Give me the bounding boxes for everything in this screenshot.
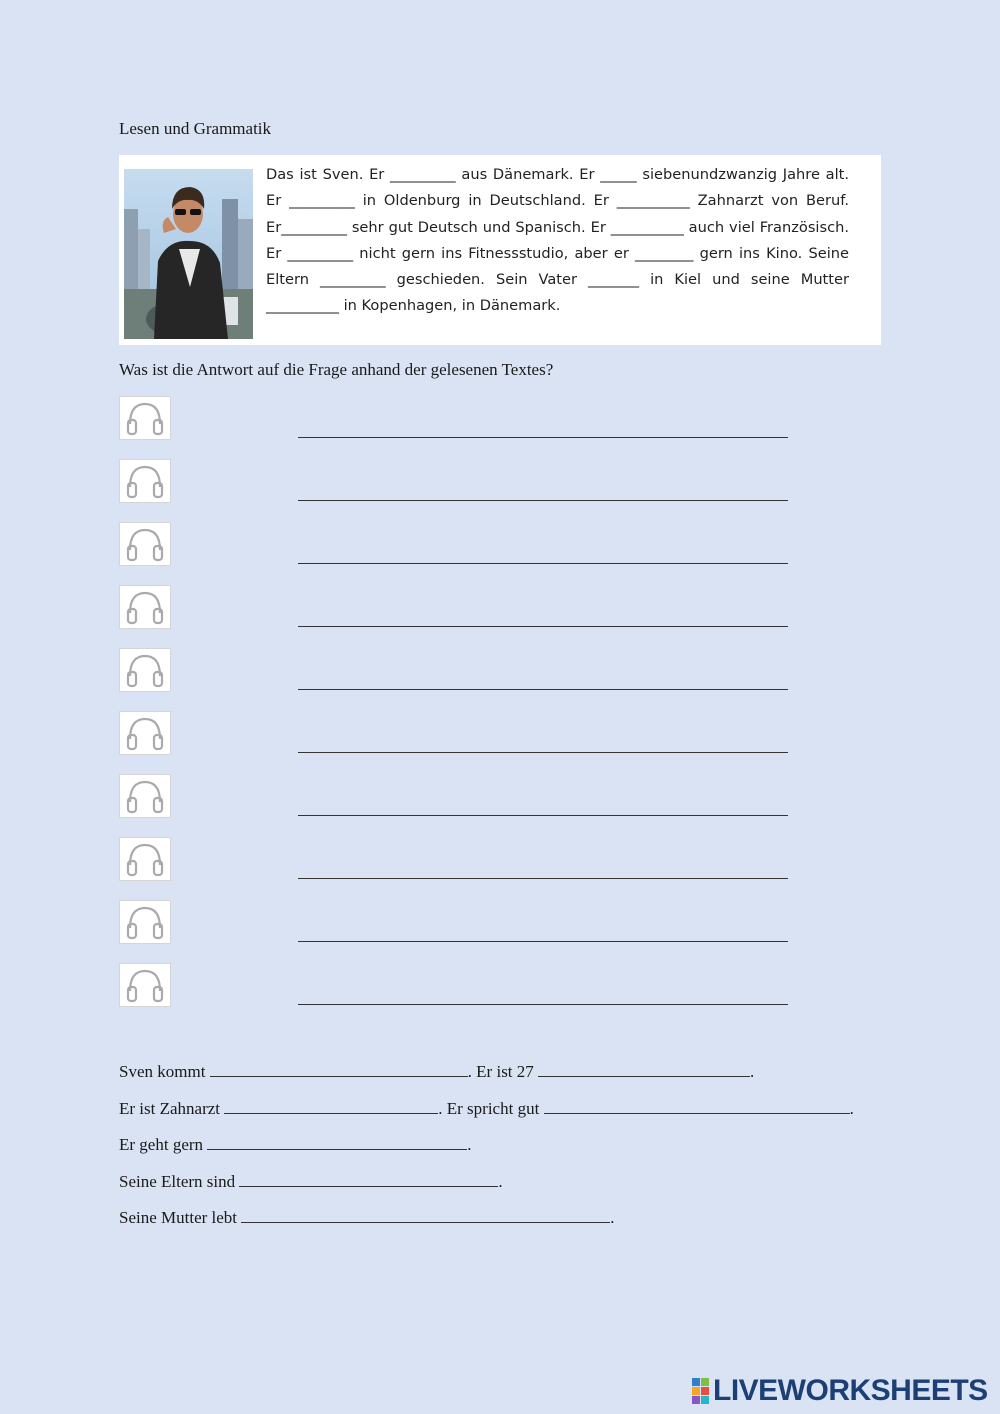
sentence-text: . Er spricht gut <box>438 1098 544 1118</box>
sentence-row <box>119 1097 854 1134</box>
listening-answer-row <box>119 963 819 1007</box>
listening-answer-row <box>119 774 819 818</box>
liveworksheets-logo <box>692 1374 988 1408</box>
sentence-text: . <box>467 1135 472 1154</box>
sentence-completion-list <box>119 1060 854 1243</box>
sentence-text: Seine Eltern sind <box>119 1171 240 1191</box>
headphones-icon[interactable] <box>119 900 171 944</box>
sven-photo <box>124 169 253 339</box>
fill-in-blank[interactable] <box>224 1098 438 1114</box>
headphones-icon[interactable] <box>119 585 171 629</box>
sentence-text: . <box>849 1098 854 1118</box>
logo-mark-square <box>701 1387 709 1395</box>
listening-answer-row <box>119 459 819 503</box>
answer-input-line[interactable] <box>298 563 788 564</box>
answer-input-line[interactable] <box>298 878 788 879</box>
sentence-row <box>119 1206 854 1243</box>
sentence-text: . <box>750 1062 755 1081</box>
fill-in-blank[interactable] <box>538 1061 750 1077</box>
answer-input-line[interactable] <box>298 500 788 501</box>
listening-answer-row <box>119 522 819 566</box>
listening-answer-row <box>119 585 819 629</box>
headphones-icon[interactable] <box>119 522 171 566</box>
answer-input-line[interactable] <box>298 815 788 816</box>
listening-answer-row <box>119 396 819 440</box>
sentence-text: . Er ist 27 <box>467 1062 539 1081</box>
answer-input-line[interactable] <box>298 1004 788 1005</box>
sentence-text: . <box>610 1208 615 1227</box>
sentence-text: Sven kommt <box>119 1062 210 1081</box>
listening-answer-row <box>119 837 819 881</box>
fill-in-blank[interactable] <box>239 1171 498 1187</box>
logo-text: LIVEWORKSHEETS <box>713 1374 988 1407</box>
sentence-text: Er ist Zahnarzt <box>119 1098 225 1118</box>
reading-passage-text: Das ist Sven. Er _________ aus Dänemark. Er _____ siebenundzwanzig Jahre alt. Er _________ in Oldenburg in Deutschland. Er __________ Zahnarzt von Beruf. Er_________ sehr gut Deutsch und Spanisch. Er __________ auch viel Französisch. Er _________ nicht gern ins Fitnessstudio, aber er ________ gern ins Kino. Seine Eltern _________ geschieden. Sein Vater _______ in Kiel und seine Mutter __________ in Kopenhagen, in Dänemark. <box>266 166 849 315</box>
headphones-icon[interactable] <box>119 396 171 440</box>
logo-mark-square <box>692 1378 700 1386</box>
listening-answer-row <box>119 711 819 755</box>
headphones-icon[interactable] <box>119 774 171 818</box>
sentence-row <box>119 1060 854 1097</box>
listening-answer-row <box>119 900 819 944</box>
answer-input-line[interactable] <box>298 437 788 438</box>
logo-mark-square <box>692 1387 700 1395</box>
answer-input-line[interactable] <box>298 626 788 627</box>
question-text: Was ist die Antwort auf die Frage anhand der gelesenen Textes? <box>119 360 554 379</box>
logo-mark-icon <box>692 1378 709 1404</box>
headphones-icon[interactable] <box>119 963 171 1007</box>
logo-mark-square <box>701 1378 709 1386</box>
sentence-row <box>119 1170 854 1207</box>
fill-in-blank[interactable] <box>241 1207 610 1223</box>
page-heading: Lesen und Grammatik <box>119 119 272 138</box>
logo-mark-square <box>692 1396 700 1404</box>
headphones-icon[interactable] <box>119 648 171 692</box>
sentence-text: . <box>498 1171 503 1191</box>
headphones-icon[interactable] <box>119 711 171 755</box>
answer-input-line[interactable] <box>298 941 788 942</box>
fill-in-blank[interactable] <box>544 1098 850 1114</box>
fill-in-blank[interactable] <box>210 1061 468 1077</box>
headphones-icon[interactable] <box>119 459 171 503</box>
listening-answer-row <box>119 648 819 692</box>
answer-input-line[interactable] <box>298 689 788 690</box>
sentence-row <box>119 1133 854 1170</box>
logo-mark-square <box>701 1396 709 1404</box>
fill-in-blank[interactable] <box>207 1134 467 1150</box>
sentence-text: Er geht gern <box>119 1135 208 1154</box>
sentence-text: Seine Mutter lebt <box>119 1208 242 1227</box>
answer-input-line[interactable] <box>298 752 788 753</box>
headphones-icon[interactable] <box>119 837 171 881</box>
reading-passage-box <box>119 155 881 345</box>
